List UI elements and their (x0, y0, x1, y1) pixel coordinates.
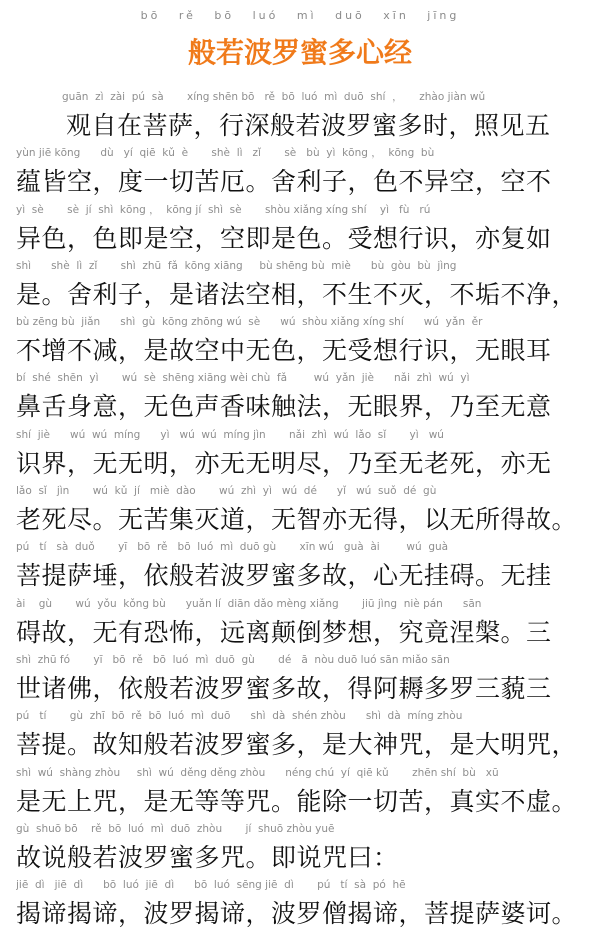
page-title: 般若波罗蜜多心经 (187, 36, 412, 69)
line-text: 观自在菩萨，行深般若波罗蜜多时，照见五 (66, 111, 551, 140)
sutra-line (16, 144, 590, 200)
sutra-line (16, 201, 590, 257)
line-text: 世诸佛，依般若波罗蜜多故，得阿耨多罗三藐三 (16, 673, 552, 703)
line-pinyin: shì wú shàng zhòu shì wú děng děng zhòu néng chú yí qiē kǔ zhēn shí bù xū (16, 766, 499, 779)
sutra-line (16, 764, 590, 820)
line-text: 是。舍利子，是诸法空相，不生不灭，不垢不净， (16, 279, 578, 309)
sutra-line (16, 369, 590, 425)
line-pinyin: ài gù wú yǒu kǒng bù yuǎn lí diān dǎo mèng xiǎng jiū jìng niè pán sān (16, 597, 482, 610)
sutra-body (16, 88, 590, 932)
line-pinyin: shì zhū fó yī bō rě bō luó mì duō gù dé ā nòu duō luó sān miǎo sān (16, 653, 450, 666)
sutra-line (16, 313, 590, 369)
line-text: 鼻舌身意，无色声香味触法，无眼界，乃至无意 (16, 392, 552, 422)
line-pinyin: guān zì zài pú sà xíng shēn bō rě bō luó mì duō shí ， zhào jiàn wǔ (62, 91, 486, 103)
sutra-line (16, 257, 590, 313)
line-pinyin: shì shè lì zǐ shì zhū fǎ kōng xiāng bù shēng bù miè bù gòu bù jìng (16, 259, 457, 272)
sutra-line (16, 482, 590, 538)
line-text: 异色，色即是空，空即是色。受想行识，亦复如 (16, 223, 552, 253)
line-text: 菩提。故知般若波罗蜜多，是大神咒，是大明咒， (16, 730, 578, 760)
line-pinyin: shí jiè wú wú míng yì wú wú míng jìn nǎi zhì wú lǎo sǐ yì wú (16, 428, 444, 441)
sutra-line (16, 820, 590, 876)
line-pinyin: lǎo sǐ jìn wú kǔ jí miè dào wú zhì yì wú dé yǐ wú suǒ dé gù (16, 485, 437, 498)
line-text: 蕴皆空，度一切苦厄。舍利子，色不异空，空不 (16, 167, 552, 197)
line-pinyin: pú tí gù zhī bō rě bō luó mì duō shì dà shén zhòu shì dà míng zhòu (16, 710, 463, 723)
line-text: 识界，无无明，亦无无明尽，乃至无老死，亦无 (16, 448, 552, 478)
line-text: 菩提萨埵，依般若波罗蜜多故，心无挂碍。无挂 (16, 561, 552, 591)
sutra-line (16, 707, 590, 763)
sutra-line (16, 651, 590, 707)
line-text: 不增不减，是故空中无色，无受想行识，无眼耳 (16, 336, 552, 366)
line-pinyin: gù shuō bō rě bō luó mì duō zhòu jí shuō zhòu yuē (16, 822, 335, 835)
line-pinyin: bí shé shēn yì wú sè shēng xiāng wèi chù fǎ wú yǎn jiè nǎi zhì wú yì (16, 372, 470, 385)
title-pinyin: bō rě bō luó mì duō xīn jīng (140, 9, 460, 22)
line-text: 揭谛揭谛，波罗揭谛，波罗僧揭谛，菩提萨婆诃。 (16, 899, 578, 929)
sutra-line (16, 595, 590, 651)
line-pinyin: yùn jiē kōng dù yí qiē kǔ è shè lì zǐ sè bù yì kōng ， kōng bù (16, 147, 435, 160)
line-text: 老死尽。无苦集灭道，无智亦无得，以无所得故。 (16, 505, 578, 535)
line-text: 是无上咒，是无等等咒。能除一切苦，真实不虚。 (16, 786, 578, 816)
sutra-line (16, 876, 590, 932)
line-pinyin: yì sè sè jí shì kōng ， kōng jí shì sè shòu xiǎng xíng shí yì fù rú (16, 203, 431, 216)
line-pinyin: pú tí sà duǒ yī bō rě bō luó mì duō gù xīn wú guà ài wú guà (16, 541, 449, 554)
line-pinyin: jiē dì jiē dì bō luó jiē dì bō luó sēng jiē dì pú tí sà pó hē (16, 879, 406, 892)
line-text: 故说般若波罗蜜多咒。即说咒曰： (16, 842, 399, 872)
line-text: 碍故，无有恐怖，远离颠倒梦想，究竟涅槃。三 (16, 617, 552, 647)
line-pinyin: bù zēng bù jiǎn shì gù kōng zhōng wú sè wú shòu xiǎng xíng shí wú yǎn ěr (16, 316, 483, 329)
sutra-line (16, 426, 590, 482)
sutra-line (16, 88, 590, 144)
sutra-line (16, 538, 590, 594)
